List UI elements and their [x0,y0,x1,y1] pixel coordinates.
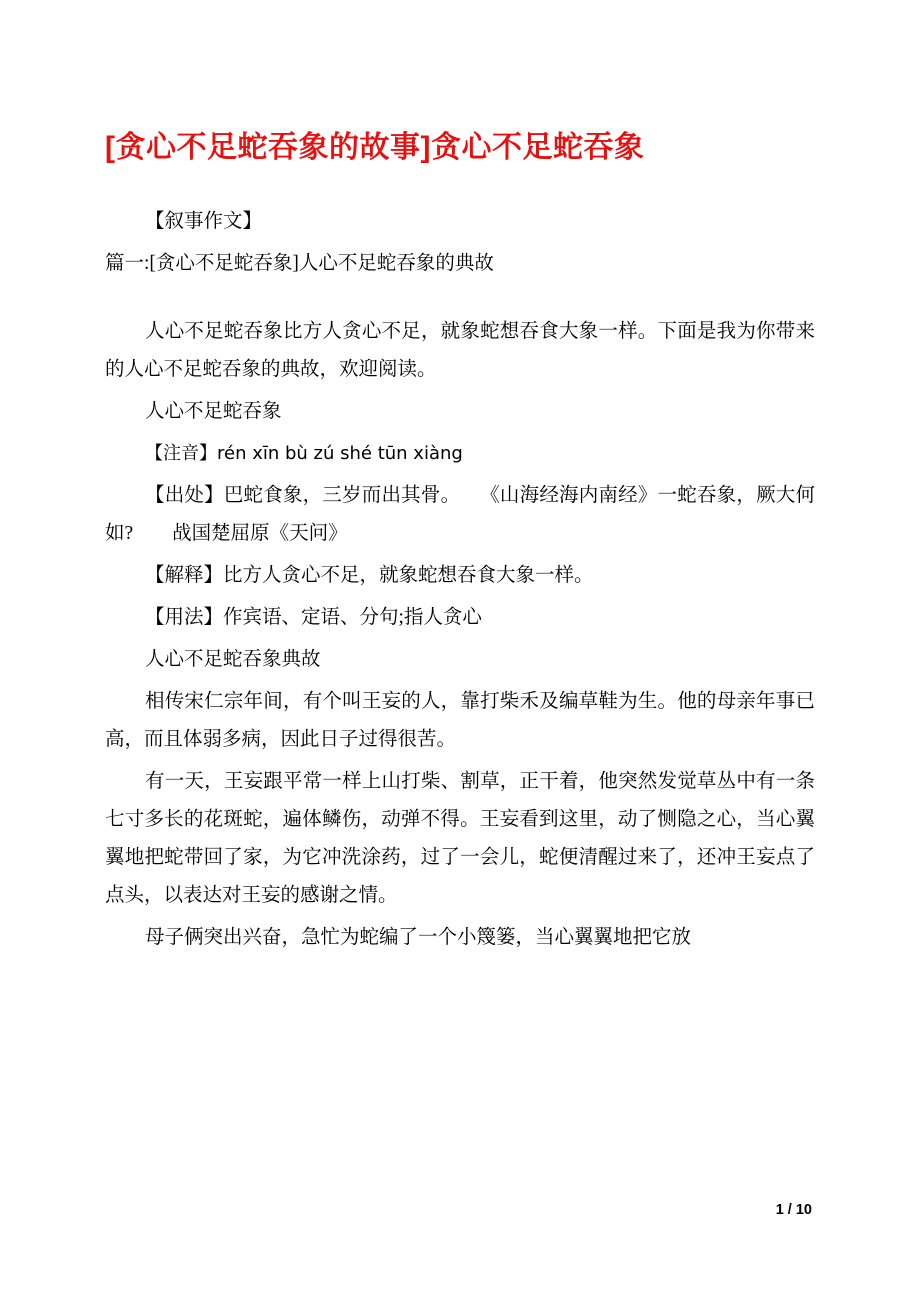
category-label: 【叙事作文】 [145,210,263,232]
paragraph-source: 【出处】巴蛇食象，三岁而出其骨。 《山海经海内南经》一蛇吞象，厥大何如? 战国楚屈原《天问》 [105,484,815,544]
paragraph-story-3: 母子俩突出兴奋，急忙为蛇编了一个小篾篓，当心翼翼地把它放 [145,926,692,948]
paragraph-idiom-name: 人心不足蛇吞象 [145,400,282,422]
section-heading: 篇一:[贪心不足蛇吞象]人心不足蛇吞象的典故 [105,252,494,274]
paragraph-story-1: 相传宋仁宗年间，有个叫王妄的人，靠打柴禾及编草鞋为生。他的母亲年事已高，而且体弱多病，因此日子过得很苦。 [105,690,815,750]
paragraph-explanation: 【解释】比方人贪心不足，就象蛇想吞食大象一样。 [145,564,594,586]
paragraph-pronunciation: 【注音】rén xīn bù zú shé tūn xiàng [145,442,463,464]
paragraph-story-2: 有一天，王妄跟平常一样上山打柴、割草，正干着，他突然发觉草丛中有一条七寸多长的花斑蛇，遍体鳞伤，动弹不得。王妄看到这里，动了恻隐之心，当心翼翼地把蛇带回了家，为它冲洗涂药，过了一会儿，蛇便清醒过来了，还冲王妄点了点头，以表达对王妄的感谢之情。 [105,770,815,906]
page-title: [贪心不足蛇吞象的故事]贪心不足蛇吞象 [105,131,645,164]
paragraph-allusion-heading: 人心不足蛇吞象典故 [145,648,321,670]
page-number: 1 / 10 [775,1202,812,1218]
paragraph-intro: 人心不足蛇吞象比方人贪心不足，就象蛇想吞食大象一样。下面是我为你带来的人心不足蛇吞象的典故，欢迎阅读。 [105,320,815,380]
paragraph-usage: 【用法】作宾语、定语、分句;指人贪心 [145,606,482,628]
